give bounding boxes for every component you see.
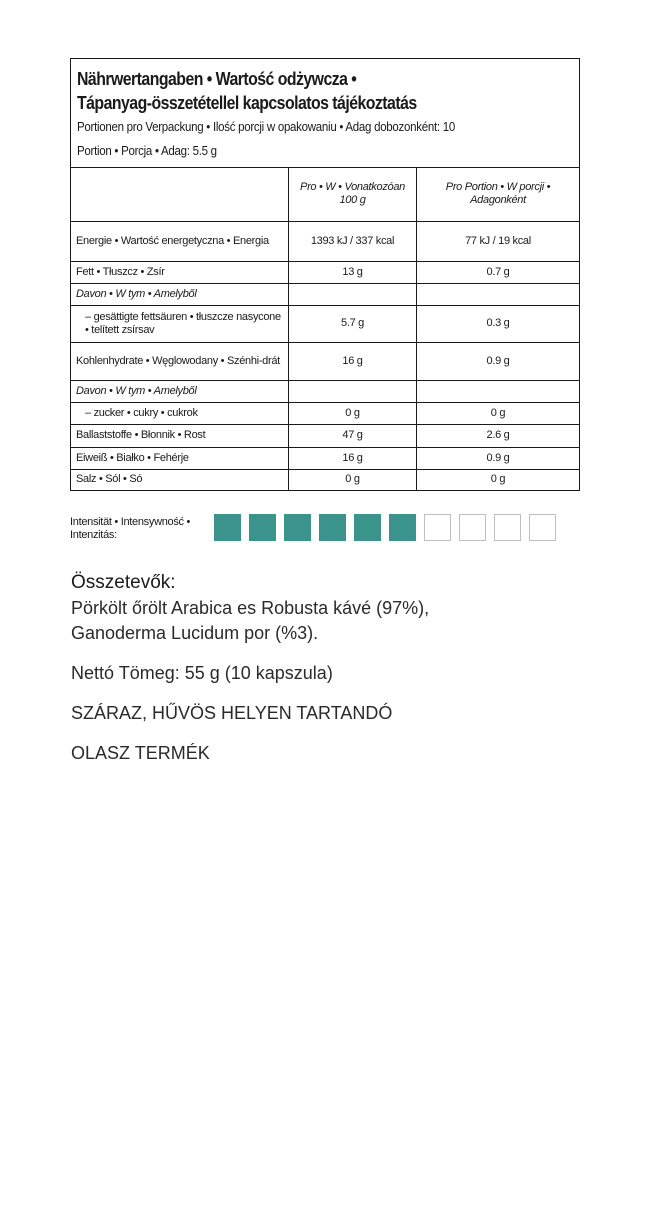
row-portion — [417, 283, 580, 305]
row-label: Ballaststoffe • Błonnik • Rost — [71, 424, 289, 447]
servings-per-pack: Portionen pro Verpackung • Ilość porcji w opakowaniu • Adag dobozonként: 10 — [77, 120, 455, 134]
ingredients-section — [71, 570, 631, 766]
row-label: Kohlenhydrate • Węglowodany • Szénhi-drát — [71, 342, 289, 380]
nutrition-title-line1: Nährwertangaben • Wartość odżywcza • — [77, 69, 357, 89]
row-portion: 0 g — [417, 469, 580, 490]
origin: OLASZ TERMÉK — [71, 743, 210, 763]
row-per100: 0 g — [289, 469, 417, 490]
table-row — [71, 380, 579, 402]
intensity-squares — [214, 514, 556, 541]
row-per100: 1393 kJ / 337 kcal — [289, 221, 417, 261]
row-portion: 2.6 g — [417, 424, 580, 447]
table-row — [71, 447, 579, 469]
table-row — [71, 221, 579, 261]
intensity-label: Intensität • Intensywność • Intenzitás: — [70, 516, 191, 541]
intensity-square-filled — [214, 514, 241, 541]
nutrition-header — [71, 59, 579, 168]
table-row — [71, 305, 579, 342]
ingredients-title: Összetevők: — [71, 572, 176, 593]
row-portion: 0 g — [417, 402, 580, 424]
row-label: Energie • Wartość energetyczna • Energia — [71, 221, 289, 261]
header-per-portion: Pro Portion • W porcji • Adagonként — [445, 181, 551, 207]
row-per100: 16 g — [289, 447, 417, 469]
row-label: Fett • Tłuszcz • Zsír — [71, 261, 289, 283]
intensity-square-empty — [494, 514, 521, 541]
net-weight: Nettó Tömeg: 55 g (10 kapszula) — [71, 663, 333, 683]
nutrition-title-line2: Tápanyag-összetétellel kapcsolatos tájékoztatás — [77, 93, 417, 113]
row-label: Davon • W tym • Amelyből — [71, 283, 289, 305]
table-row — [71, 342, 579, 380]
row-portion: 0.7 g — [417, 261, 580, 283]
storage-instruction: SZÁRAZ, HŰVÖS HELYEN TARTANDÓ — [71, 703, 393, 723]
nutrition-panel — [70, 58, 580, 491]
row-portion: 0.3 g — [417, 305, 580, 342]
row-per100 — [289, 283, 417, 305]
intensity-square-empty — [424, 514, 451, 541]
row-per100: 13 g — [289, 261, 417, 283]
row-label: – gesättigte fettsäuren • tłuszcze nasycone • telített zsírsav — [71, 305, 289, 342]
intensity-square-empty — [529, 514, 556, 541]
table-row — [71, 469, 579, 490]
header-empty-cell — [71, 168, 289, 221]
portion-size: Portion • Porcja • Adag: 5.5 g — [77, 144, 217, 158]
table-header-row — [71, 168, 579, 221]
table-row — [71, 424, 579, 447]
table-row — [71, 402, 579, 424]
row-portion — [417, 380, 580, 402]
table-row — [71, 261, 579, 283]
nutrition-table — [71, 168, 579, 490]
row-label: Davon • W tym • Amelyből — [71, 380, 289, 402]
intensity-square-filled — [354, 514, 381, 541]
row-label: Eiweiß • Białko • Fehérje — [71, 447, 289, 469]
row-portion: 0.9 g — [417, 447, 580, 469]
row-portion: 77 kJ / 19 kcal — [417, 221, 580, 261]
table-row — [71, 283, 579, 305]
row-per100: 5.7 g — [289, 305, 417, 342]
intensity-scale — [70, 514, 580, 544]
intensity-square-filled — [389, 514, 416, 541]
row-label: – zucker • cukry • cukrok — [71, 402, 289, 424]
row-per100 — [289, 380, 417, 402]
intensity-square-filled — [319, 514, 346, 541]
header-per-100g: Pro • W • Vonatkozóan 100 g — [289, 168, 417, 221]
intensity-square-filled — [284, 514, 311, 541]
row-portion: 0.9 g — [417, 342, 580, 380]
row-label: Salz • Sól • Só — [71, 469, 289, 490]
row-per100: 16 g — [289, 342, 417, 380]
ingredients-text: Pörkölt őrölt Arabica es Robusta kávé (97%), Ganoderma Lucidum por (%3). — [71, 598, 430, 643]
intensity-square-filled — [249, 514, 276, 541]
row-per100: 0 g — [289, 402, 417, 424]
row-per100: 47 g — [289, 424, 417, 447]
intensity-square-empty — [459, 514, 486, 541]
